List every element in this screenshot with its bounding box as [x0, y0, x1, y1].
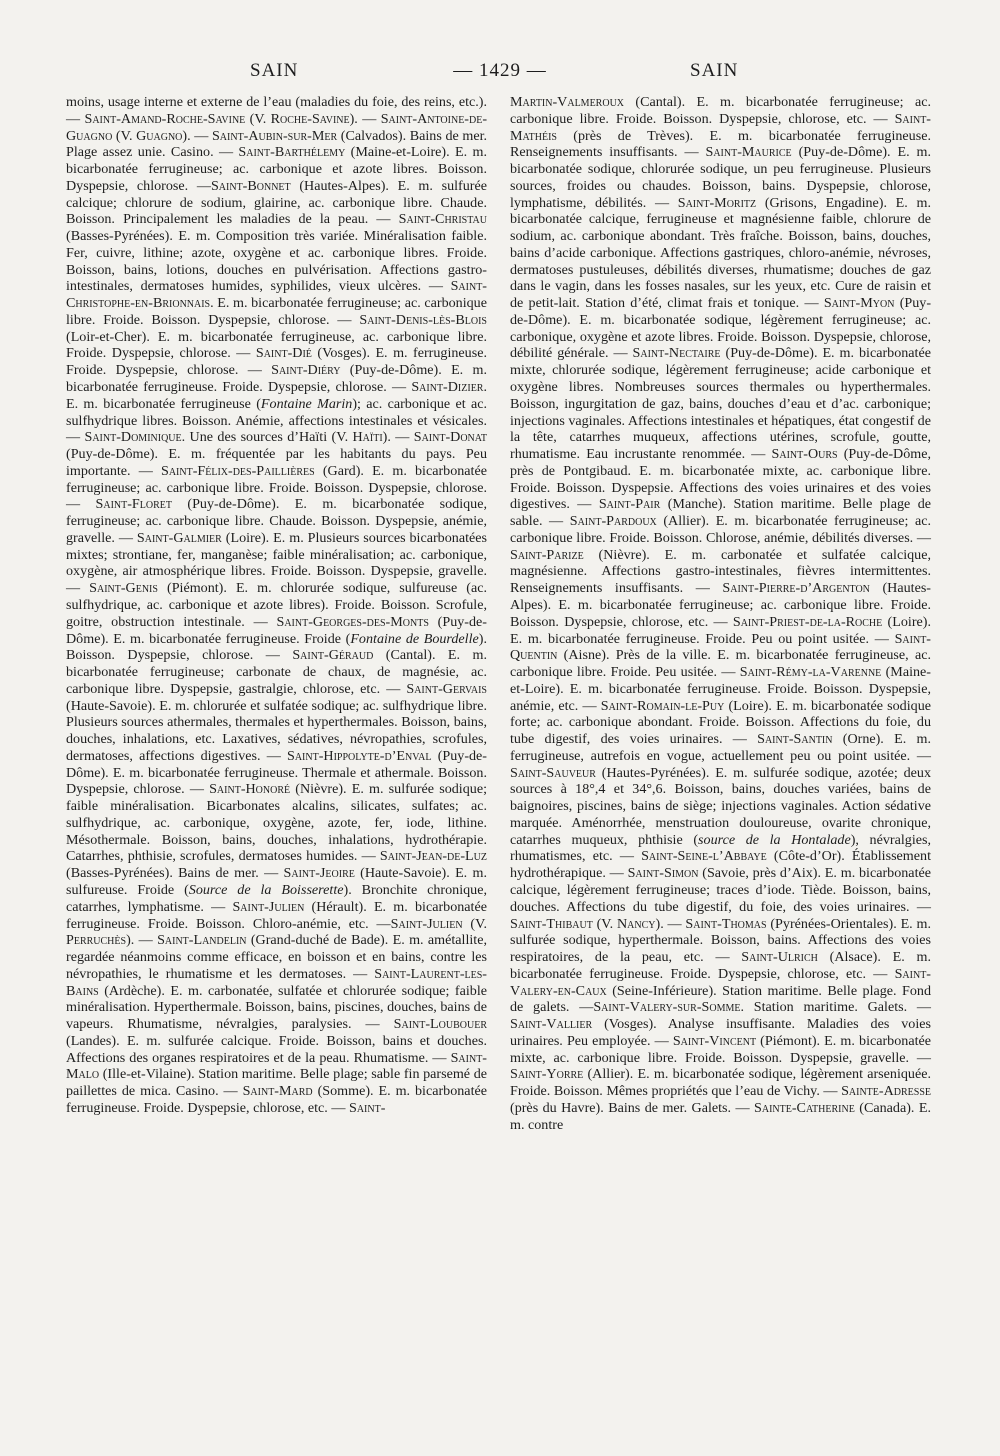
entry-name: Saint-Pair — [598, 496, 661, 513]
entry-name: Saint-Thibaut — [510, 915, 593, 932]
entry-name: Saint-Seine-l’Abbaye — [641, 848, 767, 865]
entry-text: . Station maritime. Galets. — — [740, 999, 931, 1016]
page-number: — 1429 — — [453, 60, 547, 81]
entry-text: (Allier). E. m. bicarbonatée sodique, légèrement arseniquée. Froide. Boisson. Mêmes propriétés que l’eau de Vichy. — — [510, 1066, 931, 1100]
entry-name: Saint-Antoine-de-Guagno — [66, 110, 488, 144]
entry-text: (Puy-de-Dôme). E. m. bicarbonatée sodique, ferrugineuse; ac. carbonique libre. Chaude. Boisson. Dyspepsie, anémie, gravelle. — — [66, 496, 487, 546]
entry-text: (Puy-de-Dôme, près de Pontgibaud. E. m. bicarbonatée mixte, ac. carbonique libre. Froide. Boisson. Dyspepsie. Affections des voies urinaires et des voies digestives. — — [510, 446, 931, 513]
running-head-right: SAIN — [690, 60, 739, 81]
entry-text: (Puy-de-Dôme). E. m. bicarbonatée sodique, légèrement ferrugineuse; ac. carbonique, oxygène et azote libres. Froide. Boisson. Dyspepsie, chlorose, débilité générale. — — [510, 295, 932, 362]
entry-text: (près de Trèves). E. m. bicarbonatée ferrugineuse. Renseignements insuffisants. — — [510, 127, 931, 161]
entry-name: Saint-Galmier — [136, 529, 222, 546]
entry-name: Saint-Christophe-en-Brionnais — [66, 278, 487, 312]
text-column-left — [66, 94, 487, 1117]
entry-text: ). — — [182, 127, 212, 144]
entry-text: (Loir-et-Cher). E. m. bicarbonatée ferrugineuse, ac. carbonique libre. Froide. Dyspepsie, chlorose. — — [66, 328, 487, 362]
entry-text: (Piémont). E. m. bicarbonatée mixte, ac. carbonique libre. Froide. Boisson. Dyspepsie, gravelle. — — [510, 1032, 932, 1066]
entry-text: (Grisons, Engadine). E. m. bicarbonatée calcique, ferrugineuse et magnésienne faible, chlorure de sodium, ac. carbonique abondant. Très fraîche. Boisson, bains, douches, bains d’acide carbonique. Affections gastriques, chloro-anémie, névroses, dermatoses pustuleuses, débilités diverses, rhumatisme; douches de gaz dans le vagin, dans les fosses nasales, sur les yeux, etc. Cure de raisin et de petit-lait. Station d’été, climat frais et tonique. — — [510, 194, 931, 312]
entry-name: Saint-Malo — [66, 1049, 487, 1083]
entry-text: (Allier). E. m. bicarbonatée ferrugineuse; ac. carbonique libre. Froide. Boisson. Chlorose, anémie, débilités diverses. — — [510, 513, 931, 546]
text-column-right — [510, 94, 931, 1133]
entry-name: Saint-Denis-lès-Blois — [359, 311, 487, 328]
entry-text: (Haute-Savoie). E. m. sulfureuse. Froide ( — [66, 865, 487, 898]
entry-name: Saint-Dizier — [411, 379, 484, 396]
entry-name: Saint-Priest-de-la-Roche — [732, 613, 883, 630]
entry-name: Saint-Maurice — [705, 144, 792, 161]
entry-name: Saint-Mathéis — [510, 110, 931, 144]
entry-name: Saint-Rémy-la-Varenne — [739, 664, 882, 681]
entry-text: (Nièvre). E. m. sulfurée sodique; faible minéralisation. Bicarbonates alcalins, silicates, sulfates; ac. sulfhydrique, ac. carbonique, oxygène, azote, fer, iode, lithine. Mésothermale. Boisson, bains, douches, inhalations, hydrothérapie. Catarrhes, phthisie, scrofules, dermatoses humides. — — [66, 781, 487, 865]
entry-text: ), névralgies, rhumatismes, etc. — — [510, 831, 931, 865]
entry-text: (près du Havre). Bains de mer. Galets. — — [510, 1099, 755, 1116]
entry-text: (Nièvre). E. m. carbonatée et sulfatée calcique, magnésienne. Affections gastro-intestinales, fièvres intermittentes. Renseignements insuffisants. — — [510, 546, 931, 597]
entry-name: Guagno — [136, 127, 183, 144]
entry-name: Saint-Géraud — [292, 647, 374, 664]
entry-name: Saint-Vincent — [672, 1032, 757, 1049]
entry-text: (Manche). Station maritime. Belle plage de sable. — — [510, 496, 931, 530]
source-name: Source de la Boisserette — [188, 881, 344, 898]
entry-text: (Landes). E. m. sulfurée calcique. Froide. Boisson, bains et douches. Affections des organes respiratoires et de la peau. Rhumatisme. — — [66, 1032, 487, 1066]
entry-name: Saint-Diéry — [271, 362, 341, 379]
entry-name: Saint-Romain-le-Puy — [600, 697, 725, 714]
entry-name: Perruchès — [66, 932, 127, 949]
entry-name: Sainte-Adresse — [841, 1083, 931, 1100]
entry-name: Saint-Valery-en-Caux — [510, 965, 931, 999]
entry-text: ). — — [382, 429, 414, 446]
entry-name: Saint-Pardoux — [569, 513, 657, 530]
entry-text: (Puy-de-Dôme). E. m. bicarbonatée ferrugineuse. Thermale et athermale. Boisson. Dyspepsie, chlorose. — — [66, 747, 488, 798]
entry-name: Saint-Mard — [242, 1083, 313, 1100]
entry-text: (Hérault). E. m. bicarbonatée ferrugineuse. Froide. Boisson. Chloro-anémie, etc. — — [66, 898, 487, 932]
entry-name: Saint-Santin — [757, 731, 833, 748]
entry-name: Saint-Julien — [390, 915, 463, 932]
entry-name: Saint-Jean-de-Luz — [379, 848, 487, 865]
entry-text: (Haute-Savoie). E. m. chlorurée et sulfatée sodique; ac. sulfhydrique libre. Plusieurs sources athermales, thermales et hyperthermales. Boisson, bains, douches, inhalations, etc. Laxatives, sédatives, névropathies, scrofules, dermatoses, affections digestives. — — [66, 697, 487, 764]
entry-text: (Canada). E. m. contre — [510, 1099, 931, 1133]
entry-text: . E. m. bicarbonatée ferrugineuse; ac. carbonique libre. Froide. Boisson. Dyspepsie, chlorose. — — [66, 295, 487, 328]
entry-text: (Puy-de-Dôme). E. m. bicarbonatée sodique, chlorurée sodique, un peu ferrugineuse. Plusieurs sources, froides ou chaudes. Boisson, bains. Dyspepsie, chlorose, lymphatisme, débilités. — — [510, 144, 931, 211]
entry-text: moins, usage interne et externe de l’eau (maladies du foie, des reins, etc.). — — [66, 94, 487, 127]
column-paragraph — [66, 94, 487, 1117]
entry-text: (Pyrénées-Orientales). E. m. sulfurée sodique, hyperthermale. Boisson, bains. Affections des voies respiratoires, de la peau, etc. — — [510, 915, 931, 966]
entry-name: Saint-Landelin — [157, 932, 247, 949]
entry-text: (Puy-de-Dôme). E. m. bicarbonatée ferrugineuse. Froide ( — [66, 613, 487, 647]
entry-text: (Loire). E. m. bicarbonatée sodique forte; ac. carbonique abondant. Froide. Boisson. Affections du foie, du tube digestif, des voies urinaires. — — [510, 697, 931, 748]
entry-text: (V. — [112, 127, 137, 144]
entry-text: (Cantal). E. m. bicarbonatée ferrugineuse; ac. carbonique libre. Froide. Boisson. Dyspepsie, chlorose, etc. — — [510, 94, 931, 127]
entry-text: (Grand-duché de Bade). E. m. amétallite, regardée néanmoins comme efficace, en boisson et en bains, contre les névropathies, le rhumatisme et les dermatoses. — — [66, 932, 487, 982]
entry-text: (Côte-d’Or). Établissement hydrothérapique. — — [510, 848, 931, 882]
entry-name: Sainte-Catherine — [754, 1099, 855, 1116]
entry-name: Saint-Nectaire — [632, 345, 721, 362]
entry-name: Saint- — [348, 1099, 386, 1116]
entry-text: (Ille-et-Vilaine). Station maritime. Belle plage; sable fin parsemé de paillettes de mica. Casino. — — [66, 1066, 487, 1100]
source-name: Fontaine Marin — [260, 395, 353, 412]
entry-name: Saint-Floret — [95, 496, 172, 513]
entry-text: ). — — [655, 915, 686, 932]
entry-name: Saint-Myon — [823, 295, 895, 312]
entry-text: (Vosges). Analyse insuffisante. Maladies des voies urinaires. Peu employée. — — [510, 1016, 931, 1049]
entry-text: (Gard). E. m. bicarbonatée ferrugineuse; ac. carbonique libre. Froide. Boisson. Dyspepsie, chlorose. — — [66, 462, 487, 513]
source-name: Fontaine de Bourdelle — [350, 630, 479, 647]
entry-name: Saint-Christau — [398, 211, 487, 228]
entry-text: ). Bronchite chronique, catarrhes, lymphatisme. — — [66, 881, 487, 915]
entry-name: Saint-Pierre-d’Argenton — [722, 580, 870, 597]
entry-name: Saint-Hippolyte-d’Enval — [286, 747, 432, 764]
entry-name: Saint-Quentin — [510, 630, 931, 664]
entry-text: (Seine-Inférieure). Station maritime. Belle plage. Fond de galets. — — [510, 982, 931, 1016]
source-name: source de la Hontalade — [698, 831, 851, 848]
entry-name: Saint-Julien — [232, 898, 305, 915]
entry-text: (Maine-et-Loire). E. m. bicarbonatée ferrugineuse. Froide. Boisson. Dyspepsie, anémie, etc. — — [510, 664, 931, 714]
entry-text: (V. — [245, 110, 271, 127]
entry-name: Saint-Sauveur — [510, 764, 596, 781]
entry-name: Saint-Ulrich — [741, 949, 818, 966]
entry-text: (Ardèche). E. m. carbonatée, sulfatée et chlorurée sodique; faible minéralisation. Hyperthermale. Boisson, bains, piscines, douches, bains de vapeurs. Rhumatisme, névralgies, paralysies. — — [66, 982, 487, 1033]
entry-name: Saint-Félix-des-Paillières — [160, 462, 315, 479]
entry-name: Saint-Honoré — [209, 781, 291, 798]
entry-text: (Orne). E. m. ferrugineuse, autrefois en vogue, actuellement peu ou point usitée. — — [510, 731, 931, 764]
entry-text: ). — — [349, 110, 381, 127]
entry-text: (Maine-et-Loire). E. m. bicarbonatée ferrugineuse; ac. carbonique et azote libres. Boisson. Dyspepsie, chlorose. — — [66, 144, 487, 194]
entry-text: (Alsace). E. m. bicarbonatée ferrugineuse. Froide. Dyspepsie, chlorose, etc. — — [510, 949, 931, 982]
entry-name: Saint-Parize — [510, 546, 584, 563]
entry-text: (Loire). E. m. Plusieurs sources bicarbonatées mixtes; strontiane, fer, manganèse; faible minéralisation; ac. carbonique, oxygène, air atmosphérique libres. Froide. Boisson. Dyspepsie, gravelle. — — [66, 529, 487, 597]
entry-text: . Une des sources d’Haïti (V. — [181, 429, 353, 446]
entry-text: . E. m. bicarbonatée ferrugineuse ( — [66, 379, 487, 412]
entry-name: Saint-Laurent-les-Bains — [66, 965, 487, 999]
entry-text: (Basses-Pyrénées). Bains de mer. — — [66, 865, 284, 882]
entry-text: (Cantal). E. m. bicarbonatée ferrugineuse; carbonate de chaux, de magnésie, ac. carbonique libre. Dyspepsie, gastralgie, chlorose, etc. — — [66, 647, 487, 697]
entry-text: (Puy-de-Dôme). E. m. bicarbonatée ferrugineuse. Froide. Dyspepsie, chlorose. — — [66, 362, 487, 396]
entry-text: ); ac. carbonique et ac. sulfhydrique libres. Boisson. Anémie, affections intestinales et vésicales. — — [66, 395, 487, 446]
entry-text: (Puy-de-Dôme). E. m. bicarbonatée mixte, chlorurée sodique, légèrement ferrugineuse; acide carbonique et oxygène libres. Nombreuses sources thermales ou hyperthermales. Boisson, ingurgitation de gaz, bains, douches d’eau et d’ac. carbonique; injections vaginales. Affections intestinales et hépatiques, état congestif de la tête, catarrhes muqueux, affections utérines, scrofule, goutte, rhumatisme. Eau incrustante renommée. — — [510, 345, 931, 463]
entry-text: (Somme). E. m. bicarbonatée ferrugineuse. Froide. Dyspepsie, chlorose, etc. — — [66, 1083, 487, 1116]
running-head-left: SAIN — [250, 60, 299, 81]
page-header — [0, 60, 1000, 90]
entry-text: (Puy-de-Dôme). E. m. fréquentée par les habitants du pays. Peu importante. — — [66, 446, 487, 479]
entry-name: Haïti — [352, 429, 383, 446]
entry-text: ). Boisson. Dyspepsie, chlorose. — — [66, 630, 487, 664]
entry-text: ). — — [126, 932, 158, 949]
entry-text: (Loire). E. m. bicarbonatée ferrugineuse. Froide. Peu ou point usitée. — — [510, 613, 931, 647]
entry-name: Saint-Jeoire — [283, 865, 355, 882]
entry-name: Saint-Yorre — [510, 1066, 584, 1083]
entry-text: (Vosges). E. m. ferrugineuse. Froide. Dyspepsie, chlorose. — — [66, 345, 487, 379]
entry-name: Saint-Aubin-sur-Mer — [211, 127, 338, 144]
entry-name: Martin-Valmeroux — [510, 94, 625, 110]
entry-name: Saint-Dominique — [84, 429, 182, 446]
entry-name: Saint-Thomas — [685, 915, 767, 932]
entry-text: (V. — [592, 915, 617, 932]
entry-name: Saint-Loubouer — [393, 1016, 487, 1033]
entry-name: Saint-Dié — [255, 345, 312, 362]
entry-name: Saint-Valery-sur-Somme — [593, 999, 741, 1016]
entry-name: Saint-Genis — [89, 580, 158, 597]
entry-text: (Savoie, près d’Aix). E. m. bicarbonatée calcique, légèrement ferrugineuse; traces d’iode. Tiède. Boisson, bains, douches. Affections du tube digestif, du foie, des voies urinaires. — — [510, 865, 931, 915]
column-paragraph — [510, 94, 931, 1133]
entry-name: Nancy — [616, 915, 656, 932]
entry-name: Saint-Georges-des-Monts — [276, 613, 429, 630]
entry-name: Saint-Ours — [771, 446, 838, 463]
entry-text: (V. — [462, 915, 487, 932]
entry-name: Saint-Donat — [413, 429, 487, 446]
entry-name: Saint-Gervais — [406, 680, 487, 697]
entry-text: (Piémont). E. m. chlorurée sodique, sulfureuse (ac. sulfhydrique, ac. carbonique et azote libres). Froide. Boisson. Scrofule, goitre, obstruction intestinale. — — [66, 580, 487, 630]
entry-name: Saint-Amand-Roche-Savine — [84, 110, 246, 127]
entry-text: (Aisne). Près de la ville. E. m. bicarbonatée ferrugineuse, ac. carbonique libre. Froide. Peu usitée. — — [510, 647, 931, 681]
entry-text: (Basses-Pyrénées). E. m. Composition très variée. Minéralisation faible. Fer, cuivre, lithine; azote, oxygène et ac. carbonique libres. Froide. Boisson, bains, lotions, douches en pulvérisation. Affections gastro-intestinales, dermatoses humides, syphilides, vieux ulcères. — — [66, 228, 487, 295]
entry-name: Saint-Bonnet — [210, 177, 291, 194]
entry-text: (Hautes-Alpes). E. m. sulfurée calcique; chlorure de sodium, glairine, ac. carbonique libre. Chaude. Boisson. Principalement les maladies de la peau. — — [66, 177, 487, 228]
entry-text: (Hautes-Pyrénées). E. m. sulfurée sodique, azotée; deux sources à 18°,4 et 34°,6. Boisson, bains, douches variées, bains de baignoires, piscines, bains de siège; injections vaginales. Action sédative marquée. Aménorrhée, menstruation douloureuse, ovarite chronique, catarrhes muqueux, phthisie ( — [510, 764, 931, 848]
entry-name: Saint-Vallier — [510, 1016, 593, 1033]
entry-name: Roche-Savine — [270, 110, 350, 127]
entry-text: (Hautes-Alpes). E. m. bicarbonatée ferrugineuse; ac. carbonique libre. Froide. Boisson. Dyspepsie, chlorose, etc. — — [510, 580, 931, 630]
entry-name: Saint-Simon — [627, 865, 699, 882]
entry-name: Saint-Barthélemy — [238, 144, 346, 161]
entry-name: Saint-Moritz — [677, 194, 757, 211]
entry-text: (Calvados). Bains de mer. Plage assez unie. Casino. — — [66, 127, 488, 161]
